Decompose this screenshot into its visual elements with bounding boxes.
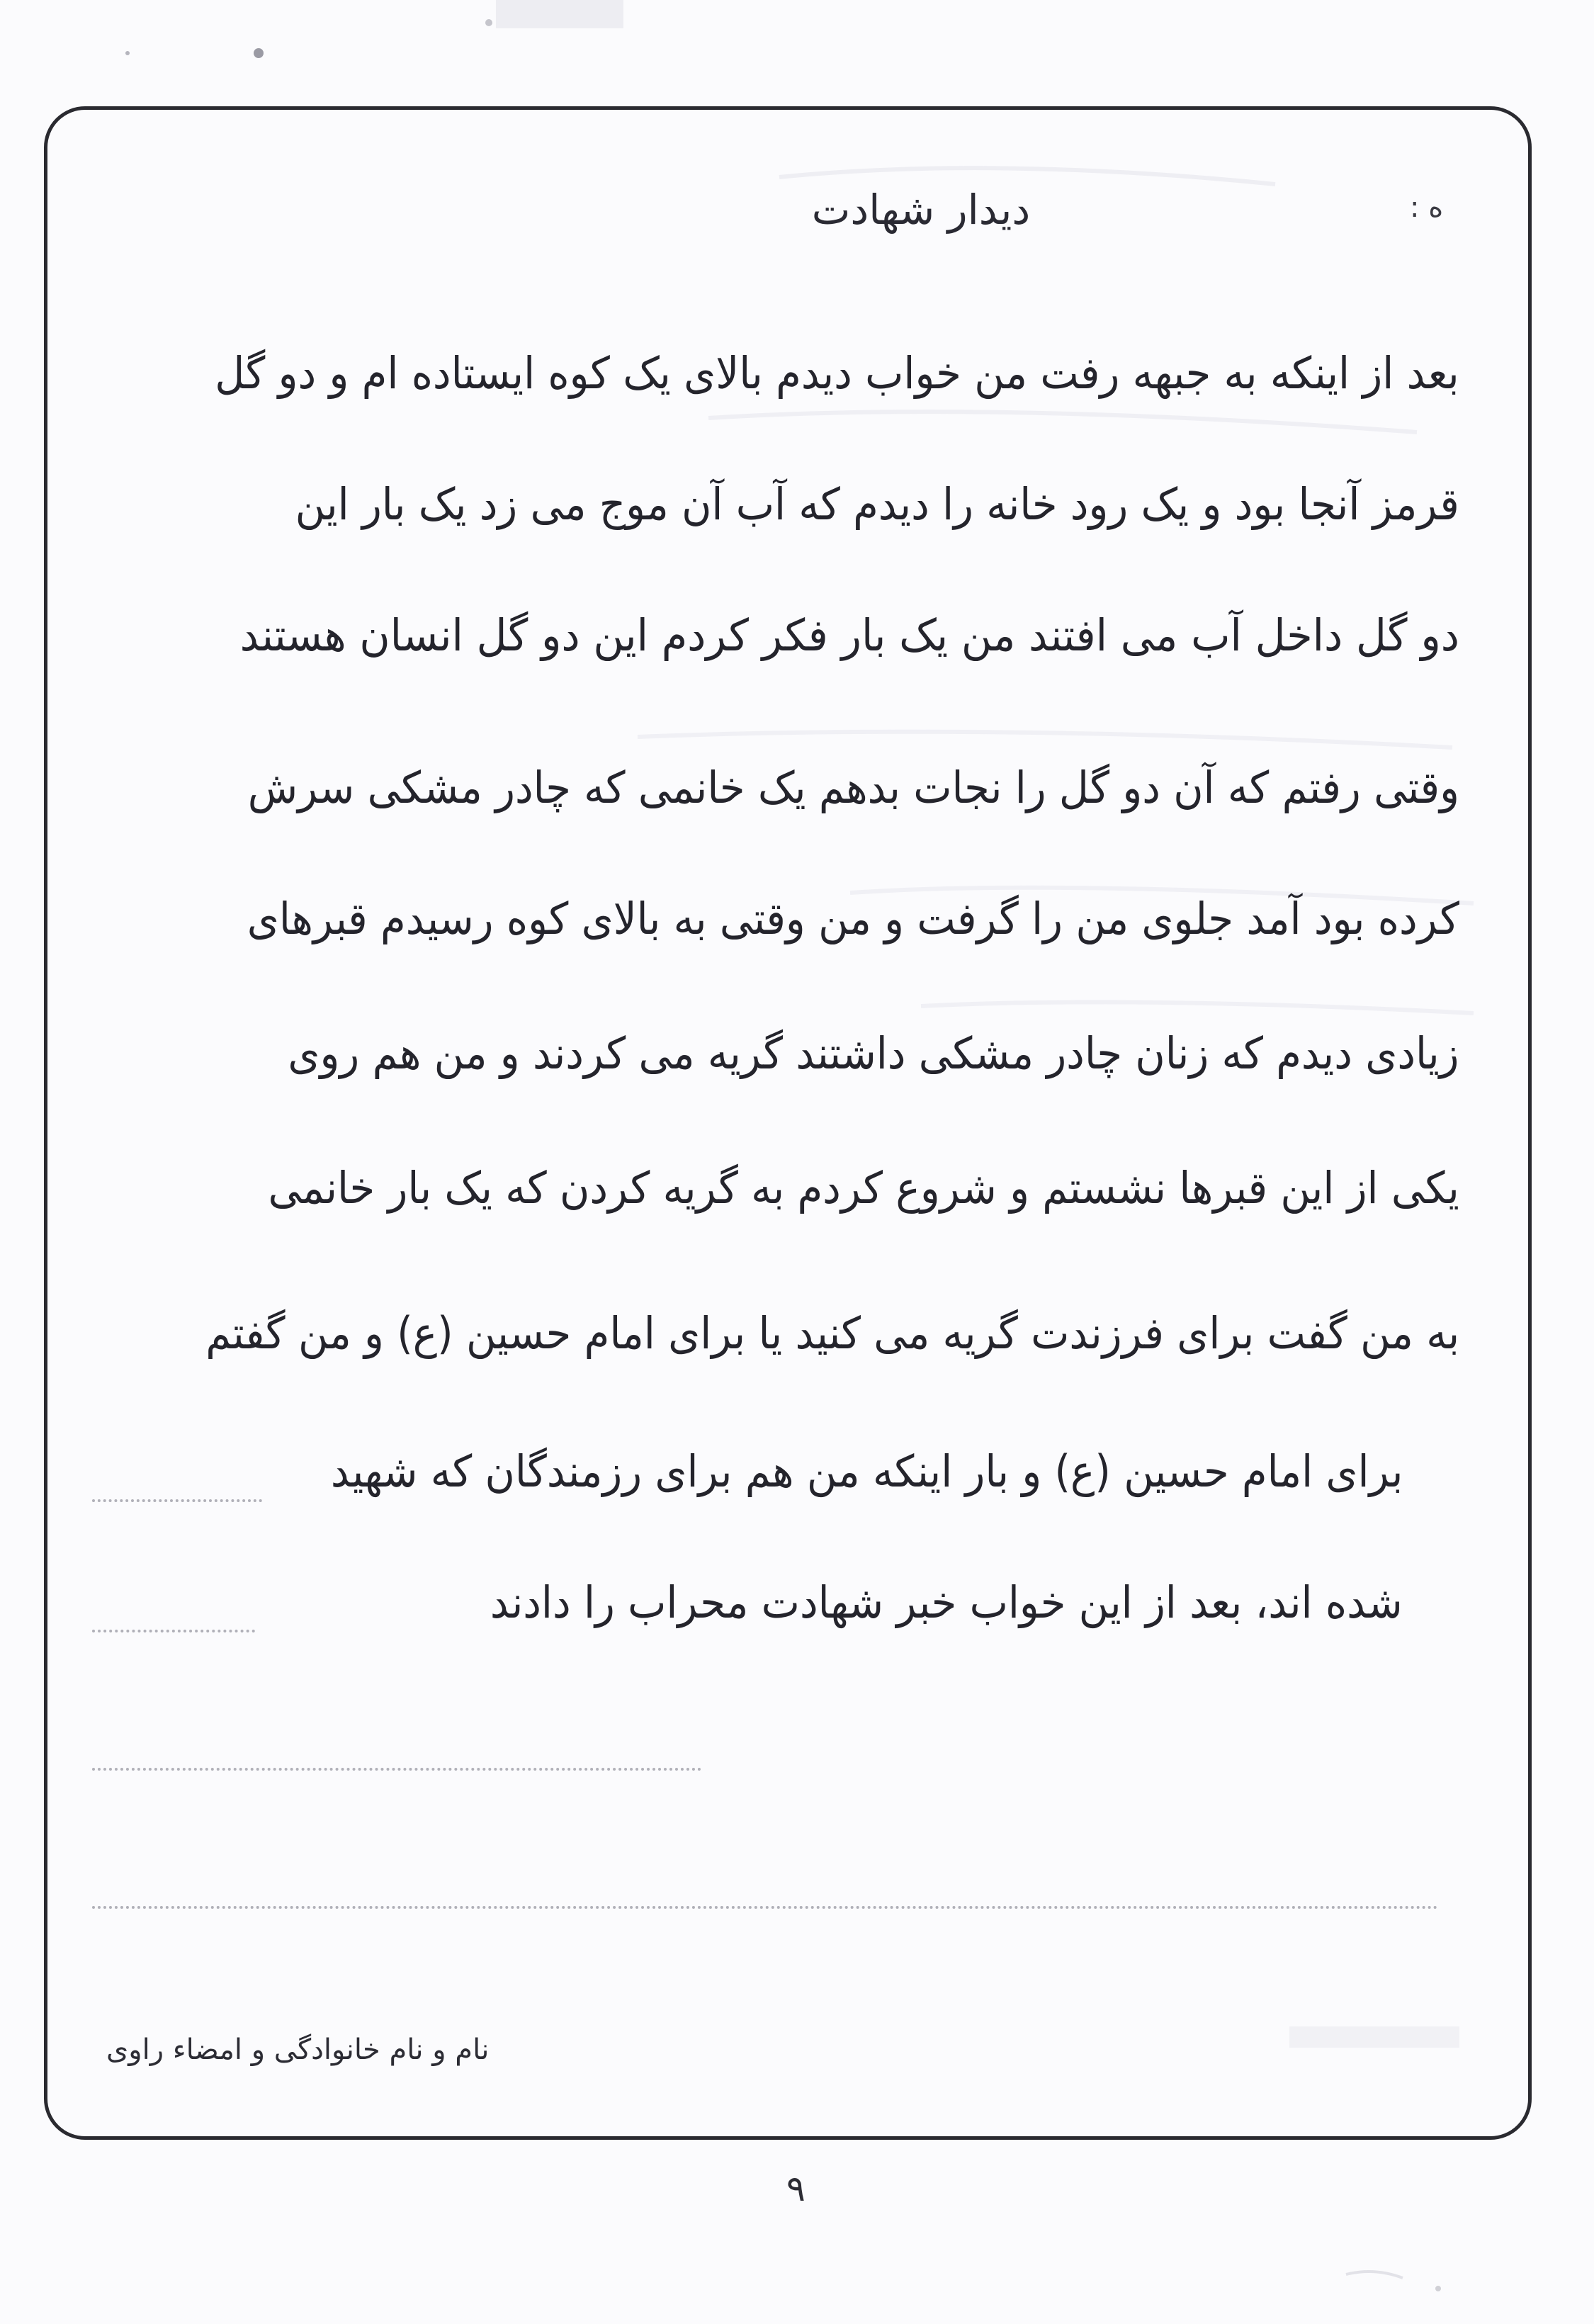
page-number: ۹: [786, 2168, 806, 2209]
body-line: برای امام حسین (ع) و بار اینکه من هم برای رزمندگان که شهید: [330, 1445, 1403, 1497]
dotted-rule: [92, 1499, 262, 1502]
body-line: وقتی رفتم که آن دو گل را نجات بدهم یک خانمی که چادر مشکی سرش: [247, 762, 1459, 813]
dotted-rule: [92, 1768, 701, 1771]
page-border-frame: [44, 106, 1532, 2140]
body-line: دو گل داخل آب می افتند من یک بار فکر کردم این دو گل انسان هستند: [239, 609, 1459, 661]
body-line: یکی از این قبرها نشستم و شروع کردم به گریه کردن که یک بار خانمی: [268, 1162, 1459, 1214]
body-line: کرده بود آمد جلوی من را گرفت و من وقتی به بالای کوه رسیدم قبرهای: [247, 893, 1459, 944]
document-title: دیدار شهادت: [811, 186, 1031, 234]
dotted-rule: [92, 1906, 1438, 1909]
body-line: شده اند، بعد از این خواب خبر شهادت محراب را دادند: [490, 1576, 1403, 1628]
dotted-rule: [92, 1630, 255, 1632]
margin-mark: ه :: [1410, 191, 1444, 224]
narrator-signature-label: نام و نام خانوادگی و امضاء راوی: [106, 2034, 490, 2066]
body-line: بعد از اینکه به جبهه رفت من خواب دیدم بالای یک کوه ایستاده ام و دو گل: [215, 347, 1459, 399]
body-line: قرمز آنجا بود و یک رود خانه را دیدم که آب آن موج می زد یک بار این: [295, 478, 1459, 530]
body-line: زیادی دیدم که زنان چادر مشکی داشتند گریه می کردند و من هم روی: [288, 1027, 1459, 1079]
body-line: به من گفت برای فرزندت گریه می کنید یا برای امام حسین (ع) و من گفتم: [205, 1307, 1459, 1359]
